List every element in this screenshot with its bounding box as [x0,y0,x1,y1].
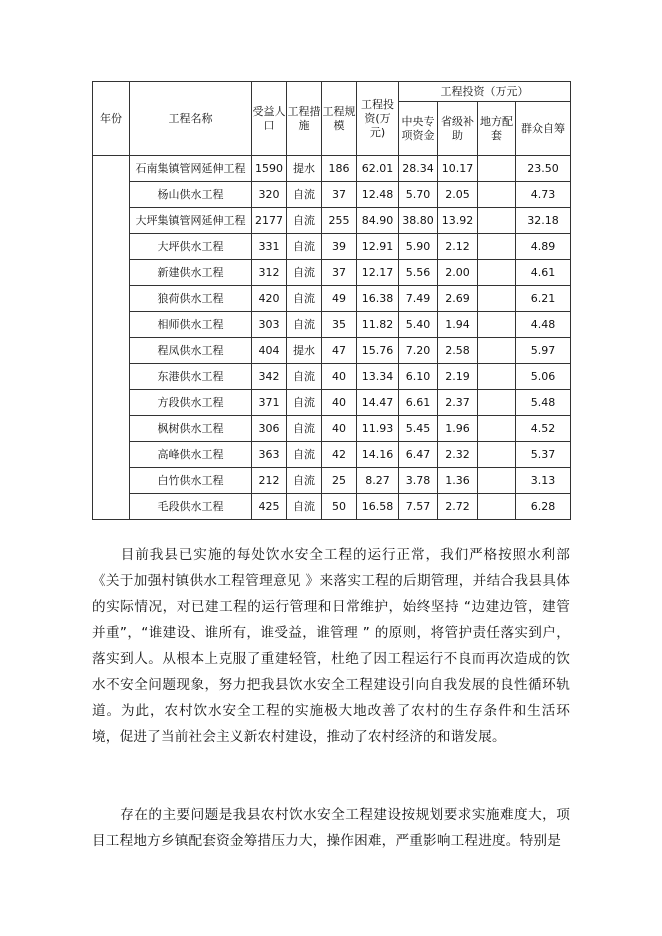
cell-measure: 自流 [287,312,322,338]
cell-investment: 16.58 [357,494,399,520]
header-project-name: 工程名称 [130,82,252,156]
table-row [93,416,571,442]
cell-central: 7.49 [399,286,438,312]
cell-local [478,468,516,494]
paragraph-2 [92,802,570,854]
cell-name: 东港供水工程 [130,364,252,390]
cell-investment: 12.91 [357,234,399,260]
cell-scale: 39 [322,234,357,260]
cell-population: 342 [252,364,287,390]
cell-public: 5.48 [516,390,571,416]
cell-provincial: 2.05 [438,182,478,208]
cell-population: 1590 [252,156,287,182]
year-cell [93,156,130,520]
cell-public: 4.73 [516,182,571,208]
cell-provincial: 2.58 [438,338,478,364]
cell-provincial: 2.00 [438,260,478,286]
cell-population: 425 [252,494,287,520]
cell-name: 相师供水工程 [130,312,252,338]
cell-name: 狼荷供水工程 [130,286,252,312]
cell-population: 404 [252,338,287,364]
cell-name: 高峰供水工程 [130,442,252,468]
header-provincial-subsidy: 省级补助 [438,102,478,156]
cell-scale: 42 [322,442,357,468]
cell-provincial: 1.94 [438,312,478,338]
cell-local [478,234,516,260]
cell-central: 6.10 [399,364,438,390]
cell-central: 38.80 [399,208,438,234]
cell-measure: 提水 [287,338,322,364]
cell-local [478,208,516,234]
cell-central: 5.45 [399,416,438,442]
cell-provincial: 13.92 [438,208,478,234]
header-scale: 工程规模 [322,82,357,156]
cell-scale: 40 [322,416,357,442]
cell-investment: 11.93 [357,416,399,442]
cell-investment: 8.27 [357,468,399,494]
cell-public: 5.06 [516,364,571,390]
table-row [93,442,571,468]
table-row [93,182,571,208]
cell-central: 7.20 [399,338,438,364]
cell-local [478,260,516,286]
cell-investment: 12.17 [357,260,399,286]
cell-local [478,390,516,416]
table-row [93,260,571,286]
cell-public: 6.28 [516,494,571,520]
cell-measure: 自流 [287,286,322,312]
cell-provincial: 2.12 [438,234,478,260]
cell-investment: 14.47 [357,390,399,416]
cell-population: 212 [252,468,287,494]
cell-public: 23.50 [516,156,571,182]
cell-name: 方段供水工程 [130,390,252,416]
cell-local [478,442,516,468]
cell-measure: 自流 [287,182,322,208]
cell-measure: 自流 [287,494,322,520]
cell-local [478,338,516,364]
cell-investment: 62.01 [357,156,399,182]
cell-measure: 自流 [287,208,322,234]
cell-population: 331 [252,234,287,260]
cell-local [478,364,516,390]
header-year: 年份 [93,82,130,156]
cell-population: 312 [252,260,287,286]
cell-public: 4.89 [516,234,571,260]
cell-name: 白竹供水工程 [130,468,252,494]
cell-measure: 自流 [287,416,322,442]
table-row [93,234,571,260]
cell-provincial: 2.32 [438,442,478,468]
cell-central: 5.56 [399,260,438,286]
cell-investment: 15.76 [357,338,399,364]
cell-local [478,156,516,182]
cell-population: 363 [252,442,287,468]
table-body [93,156,571,520]
cell-population: 306 [252,416,287,442]
cell-provincial: 1.36 [438,468,478,494]
cell-scale: 40 [322,390,357,416]
cell-scale: 37 [322,182,357,208]
cell-measure: 提水 [287,156,322,182]
cell-name: 新建供水工程 [130,260,252,286]
cell-local [478,286,516,312]
table-row [93,468,571,494]
cell-name: 石南集镇管网延伸工程 [130,156,252,182]
cell-scale: 35 [322,312,357,338]
header-measure: 工程措施 [287,82,322,156]
cell-public: 6.21 [516,286,571,312]
cell-measure: 自流 [287,234,322,260]
cell-scale: 186 [322,156,357,182]
table-row [93,494,571,520]
cell-public: 5.37 [516,442,571,468]
cell-provincial: 10.17 [438,156,478,182]
header-population: 受益人口 [252,82,287,156]
cell-name: 杨山供水工程 [130,182,252,208]
table-row [93,312,571,338]
cell-public: 4.48 [516,312,571,338]
cell-population: 303 [252,312,287,338]
cell-scale: 37 [322,260,357,286]
cell-measure: 自流 [287,364,322,390]
cell-local [478,494,516,520]
cell-provincial: 1.96 [438,416,478,442]
cell-name: 枫树供水工程 [130,416,252,442]
cell-measure: 自流 [287,442,322,468]
cell-name: 大坪供水工程 [130,234,252,260]
cell-public: 32.18 [516,208,571,234]
cell-central: 6.47 [399,442,438,468]
cell-investment: 13.34 [357,364,399,390]
cell-provincial: 2.19 [438,364,478,390]
cell-local [478,312,516,338]
cell-central: 5.70 [399,182,438,208]
cell-investment: 14.16 [357,442,399,468]
header-investment-group: 工程投资（万元） [399,82,571,102]
cell-central: 28.34 [399,156,438,182]
table-row [93,208,571,234]
cell-measure: 自流 [287,468,322,494]
cell-name: 程凤供水工程 [130,338,252,364]
cell-central: 5.90 [399,234,438,260]
cell-investment: 11.82 [357,312,399,338]
header-investment: 工程投资(万元) [357,82,399,156]
cell-provincial: 2.37 [438,390,478,416]
cell-provincial: 2.69 [438,286,478,312]
cell-public: 3.13 [516,468,571,494]
cell-public: 4.61 [516,260,571,286]
cell-scale: 50 [322,494,357,520]
cell-name: 毛段供水工程 [130,494,252,520]
cell-measure: 自流 [287,390,322,416]
cell-scale: 25 [322,468,357,494]
table-row [93,390,571,416]
cell-public: 4.52 [516,416,571,442]
cell-population: 371 [252,390,287,416]
cell-central: 7.57 [399,494,438,520]
table-row [93,364,571,390]
paragraph-1 [92,542,570,750]
cell-investment: 12.48 [357,182,399,208]
cell-public: 5.97 [516,338,571,364]
cell-name: 大坪集镇管网延伸工程 [130,208,252,234]
cell-scale: 49 [322,286,357,312]
paragraph-1-text: 目前我县已实施的每处饮水安全工程的运行正常，我们严格按照水利部《关于加强村镇供水工程管理意见 》来落实工程的后期管理，并结合我县具体的实际情况，对已建工程的运行管理和日常维护，始终坚持 “边建边管，建管并重”，“谁建设、谁所有，谁受益，谁管理 ” 的原则，将管护责任落实到户，落实到人。从根本上克服了重建轻管，杜绝了因工程运行不良而再次造成的饮水不安全问题现象，努力把我县饮水安全工程建设引向自我发展的良性循环轨道。为此，农村饮水安全工程的实施极大地改善了农村的生存条件和生活环境，促进了当前社会主义新农村建设，推动了农村经济的和谐发展。 [92,547,570,745]
table-row [93,338,571,364]
cell-population: 320 [252,182,287,208]
cell-measure: 自流 [287,260,322,286]
paragraph-2-text: 存在的主要问题是我县农村饮水安全工程建设按规划要求实施难度大，项目工程地方乡镇配套资金筹措压力大，操作困难，严重影响工程进度。特别是 [92,807,570,849]
cell-scale: 47 [322,338,357,364]
cell-central: 6.61 [399,390,438,416]
header-central-funds: 中央专项资金 [399,102,438,156]
cell-population: 420 [252,286,287,312]
cell-central: 5.40 [399,312,438,338]
cell-population: 2177 [252,208,287,234]
cell-scale: 255 [322,208,357,234]
cell-provincial: 2.72 [438,494,478,520]
cell-central: 3.78 [399,468,438,494]
cell-investment: 16.38 [357,286,399,312]
cell-investment: 84.90 [357,208,399,234]
cell-local [478,416,516,442]
cell-local [478,182,516,208]
header-public-raised: 群众自筹 [516,102,571,156]
project-table [92,81,571,520]
table-row [93,156,571,182]
header-local-matching: 地方配套 [478,102,516,156]
cell-scale: 40 [322,364,357,390]
table-row [93,286,571,312]
